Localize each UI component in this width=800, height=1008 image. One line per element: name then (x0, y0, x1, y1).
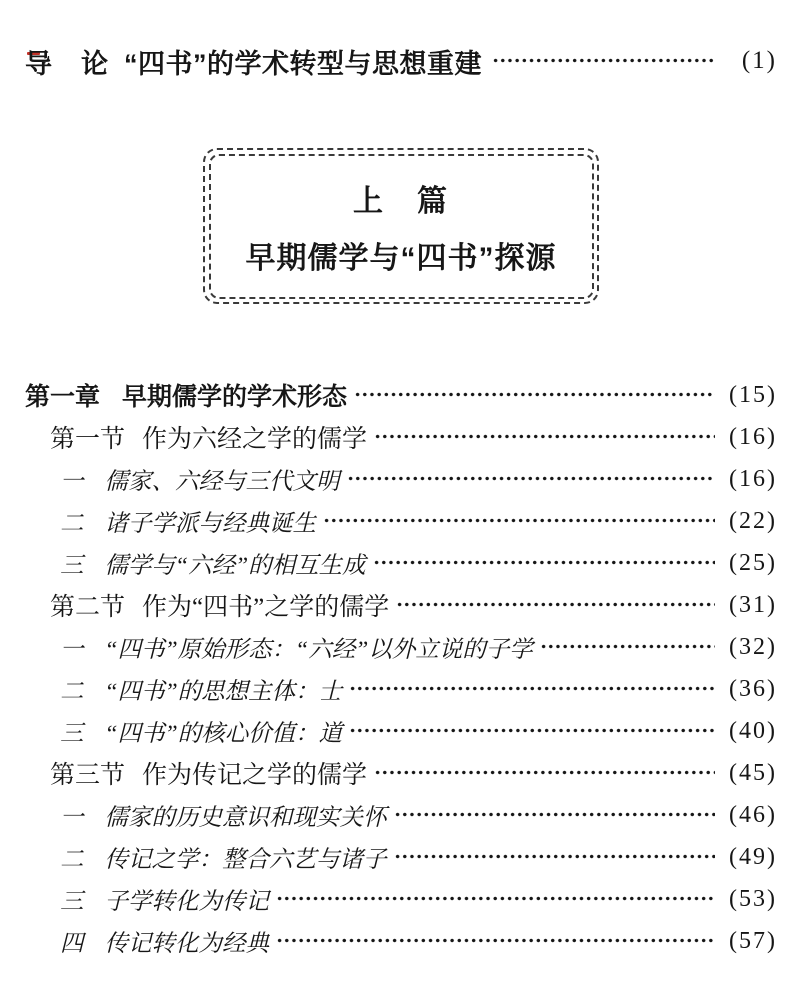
dot-leader (347, 458, 716, 500)
toc-entry-title: 子学转化为传记 (104, 889, 269, 915)
toc-entry-title: “四书”原始形态：“六经”以外立说的子学 (104, 637, 533, 663)
toc-entry-title: 儒家、六经与三代文明 (104, 469, 340, 495)
toc-entry-number: 一 (60, 637, 84, 663)
toc-row (25, 500, 777, 542)
toc-entry-page-number: (36) (729, 675, 777, 702)
dot-leader (349, 710, 715, 752)
toc-entry-title: 儒家的历史意识和现实关怀 (104, 805, 387, 831)
toc-entry-title: 儒学与“六经”的相互生成 (104, 553, 366, 579)
toc-entry-page-number: (40) (729, 717, 777, 744)
toc-entry-title: 传记之学：整合六艺与诸子 (104, 847, 387, 873)
toc-row (25, 836, 777, 878)
toc-entry-number: 第一节 (50, 426, 126, 453)
dot-leader (276, 878, 715, 920)
toc-entry-number: 四 (60, 931, 84, 957)
toc-entry-number: 二 (60, 679, 84, 705)
intro-title: “四书”的学术转型与思想重建 (124, 48, 482, 79)
part-number: 上 篇 (353, 184, 449, 218)
dot-leader (374, 752, 715, 794)
part-title-box (203, 148, 599, 304)
toc-entry-number: 二 (60, 847, 84, 873)
toc-row (25, 458, 777, 500)
toc-list (25, 374, 777, 962)
toc-entry-page-number: (16) (729, 423, 777, 450)
toc-entry-page-number: (32) (729, 633, 777, 660)
intro-page-number: (1) (741, 47, 777, 74)
toc-row (25, 668, 777, 710)
toc-entry-title: 作为六经之学的儒学 (142, 426, 368, 453)
toc-entry-number: 第二节 (50, 594, 126, 621)
toc-entry-page-number: (16) (729, 465, 777, 492)
toc-entry-title: 早期儒学的学术形态 (122, 383, 348, 411)
toc-entry-title: 传记转化为经典 (104, 931, 269, 957)
toc-entry-page-number: (31) (729, 591, 777, 618)
toc-entry-number: 二 (60, 511, 84, 537)
toc-entry-number: 三 (60, 721, 84, 747)
toc-entry-number: 第一章 (25, 383, 101, 411)
dot-leader (354, 374, 715, 416)
toc-row (25, 626, 777, 668)
toc-entry-title: “四书”的核心价值：道 (104, 721, 343, 747)
toc-entry-title: “四书”的思想主体：士 (104, 679, 343, 705)
toc-entry-number: 第三节 (50, 762, 126, 789)
toc-page (0, 44, 800, 962)
toc-row (25, 710, 777, 752)
part-title-box-inner (209, 154, 594, 299)
toc-row (25, 542, 777, 584)
toc-entry-number: 三 (60, 553, 84, 579)
toc-entry-page-number: (45) (729, 759, 777, 786)
toc-entry-title: 作为传记之学的儒学 (142, 762, 368, 789)
toc-entry-page-number: (49) (729, 843, 777, 870)
dot-leader (373, 542, 715, 584)
toc-row (25, 794, 777, 836)
dot-leader (492, 44, 715, 78)
toc-entry-page-number: (25) (729, 549, 777, 576)
toc-entry-number: 一 (60, 469, 84, 495)
part-title: 早期儒学与“四书”探源 (245, 241, 557, 275)
toc-entry-page-number: (46) (729, 801, 777, 828)
dot-leader (394, 794, 716, 836)
toc-row (25, 416, 777, 458)
toc-entry-title: 作为“四书”之学的儒学 (142, 594, 390, 621)
toc-row (25, 752, 777, 794)
intro-entry (25, 44, 777, 78)
toc-entry-page-number: (22) (729, 507, 777, 534)
toc-row (25, 584, 777, 626)
toc-entry-title: 诸子学派与经典诞生 (104, 511, 316, 537)
dot-leader (349, 668, 715, 710)
toc-row (25, 878, 777, 920)
toc-row (25, 374, 777, 416)
dot-leader (540, 626, 715, 668)
toc-entry-page-number: (15) (729, 381, 777, 408)
dot-leader (276, 920, 715, 962)
dot-leader (394, 836, 716, 878)
toc-entry-page-number: (57) (729, 927, 777, 954)
dot-leader (396, 584, 715, 626)
toc-entry-number: 一 (60, 805, 84, 831)
toc-row (25, 920, 777, 962)
intro-label: 导 论 (25, 48, 109, 79)
toc-entry-page-number: (53) (729, 885, 777, 912)
dot-leader (374, 416, 715, 458)
dot-leader (323, 500, 715, 542)
toc-entry-number: 三 (60, 889, 84, 915)
